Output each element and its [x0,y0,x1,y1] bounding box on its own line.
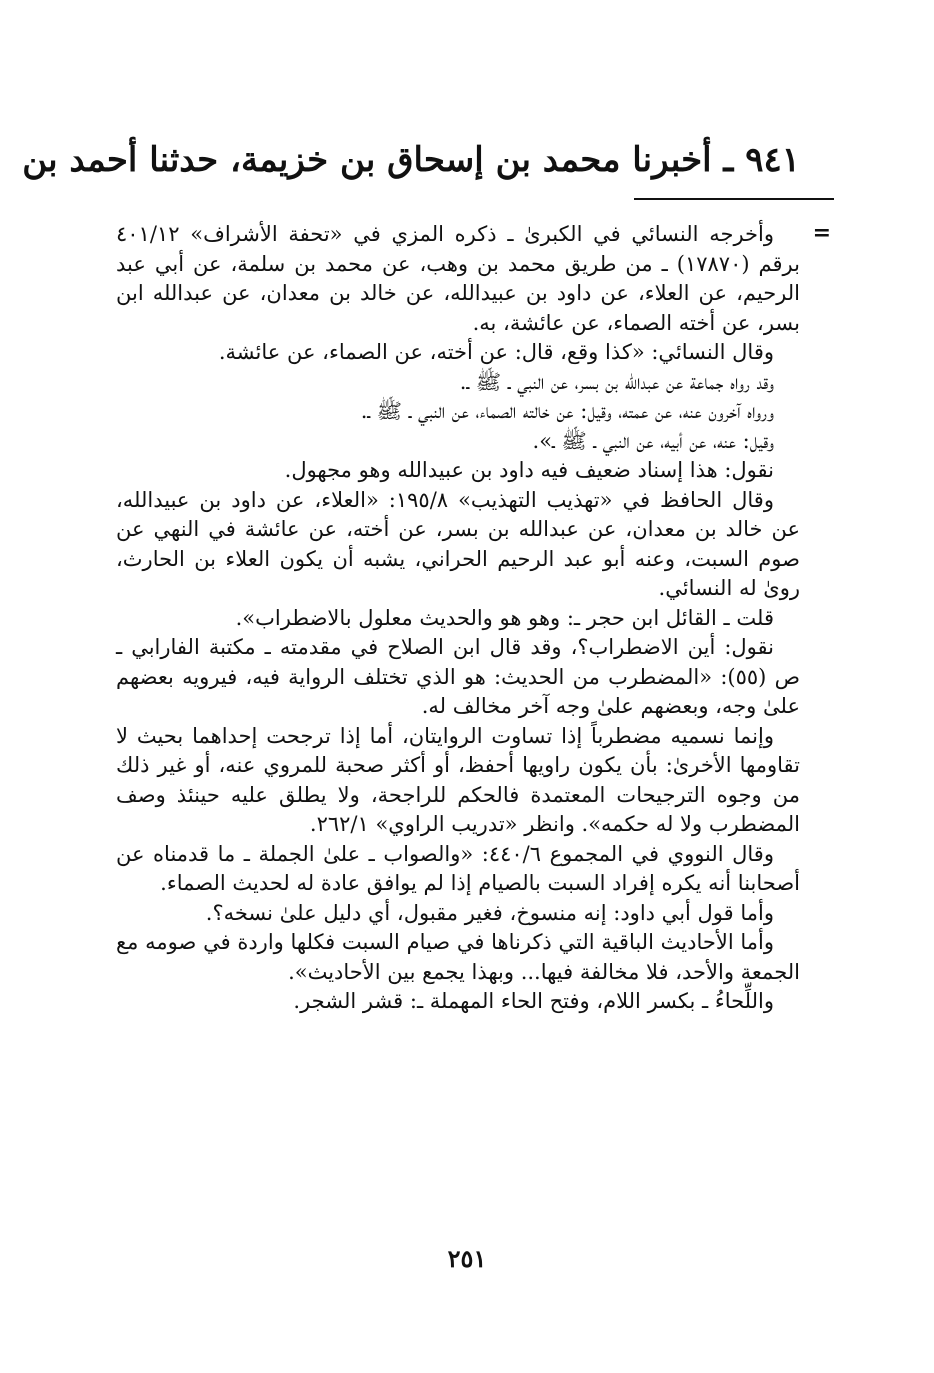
footnote-paragraph: قلت ـ القائل ابن حجر ـ: وهو هو والحديث معلول بالاضطراب». [235,605,774,630]
footnote-paragraph: وأخرجه النسائي في الكبرىٰ ـ ذكره المزي في «تحفة الأشراف» ٤٠١/١٢ برقم (١٧٨٧٠) ـ من طريق محمد بن وهب، عن محمد بن سلمة، عن أبي عبد الرحيم، عن العلاء، عن داود بن عبيدالله، عن خالد بن معدان، عن عبدالله ابن بسر، عن أخته الصماء، عن عائشة، به. [116,222,800,335]
footnote-paragraph: وأما قول أبي داود: إنه منسوخ، فغير مقبول، أي دليل علىٰ نسخه؟. [205,900,774,925]
footnote-paragraph: وقال النووي في المجموع ٤٤٠/٦: «والصواب ـ علىٰ الجملة ـ ما قدمناه عن أصحابنا أنه يكره إفراد السبت بالصيام إذا لم يوافق عادة له لحديث الصماء. [116,841,800,895]
footnote-paragraph: وقال الحافظ في «تهذيب التهذيب» ١٩٥/٨: «العلاء، عن داود بن عبيدالله، عن خالد بن معدان، عن عبدالله بن بسر، عن أخته، عن عائشة في النهي عن صوم السبت، وعنه أبو عبد الرحيم الحراني، يشبه أن يكون العلاء بن الحارث، روىٰ له النسائي. [116,487,800,600]
footnote-paragraph: وأما الأحاديث الباقية التي ذكرناها في صيام السبت فكلها واردة في صومه مع الجمعة والأحد، فلا مخالفة فيها... وبهذا يجمع بين الأحاديث». [116,930,800,984]
footnote-paragraph: وقيل: عنه، عن أبيه، عن النبي ـ ﷺ ـ». [532,428,774,453]
hadith-heading: ٩٤١ ـ أخبرنا محمد بن إسحاق بن خزيمة، حدثنا أحمد بن [22,140,800,180]
continuation-mark: = [812,220,831,246]
footnote-paragraph: وقد رواه جماعة عن عبدالله بن بسر، عن النبي ـ ﷺ ـ. [459,369,774,394]
footnotes [116,220,800,1017]
footnote-paragraph: وإنما نسميه مضطرباً إذا تساوت الروايتان، أما إذا ترجحت إحداهما بحيث لا تقاومها الأخرىٰ: بأن يكون راويها أحفظ، أو أكثر صحبة للمروي عنه، أو غير ذلك من وجوه الترجيحات المعتمدة فالحكم للراجحة، ولا يطلق عليه حينئذ وصف المضطرب ولا له حكمه». وانظر «تدريب الراوي» ٢٦٢/١. [116,723,800,836]
footnote-paragraph: ورواه آخرون عنه، عن عمته، وقيل: عن خالته الصماء، عن النبي ـ ﷺ ـ. [360,399,774,423]
footnote-paragraph: واللِّحاءُ ـ بكسر اللام، وفتح الحاء المهملة ـ: قشر الشجر. [293,989,774,1013]
page-number: ٢٥١ [447,1244,487,1273]
footnote-separator [634,198,834,200]
footnote-paragraph: نقول: أين الاضطراب؟، وقد قال ابن الصلاح في مقدمته ـ مكتبة الفارابي ـ ص (٥٥): «المضطرب من الحديث: هو الذي تختلف الرواية فيه، فيرويه بعضهم علىٰ وجه، وبعضهم علىٰ وجه آخر مخالف له. [116,635,800,718]
footnote-paragraph: نقول: هذا إسناد ضعيف فيه داود بن عبيدالله وهو مجهول. [284,458,774,482]
footnote-paragraph: وقال النسائي: «كذا وقع، قال: عن أخته، عن الصماء، عن عائشة. [218,340,774,364]
